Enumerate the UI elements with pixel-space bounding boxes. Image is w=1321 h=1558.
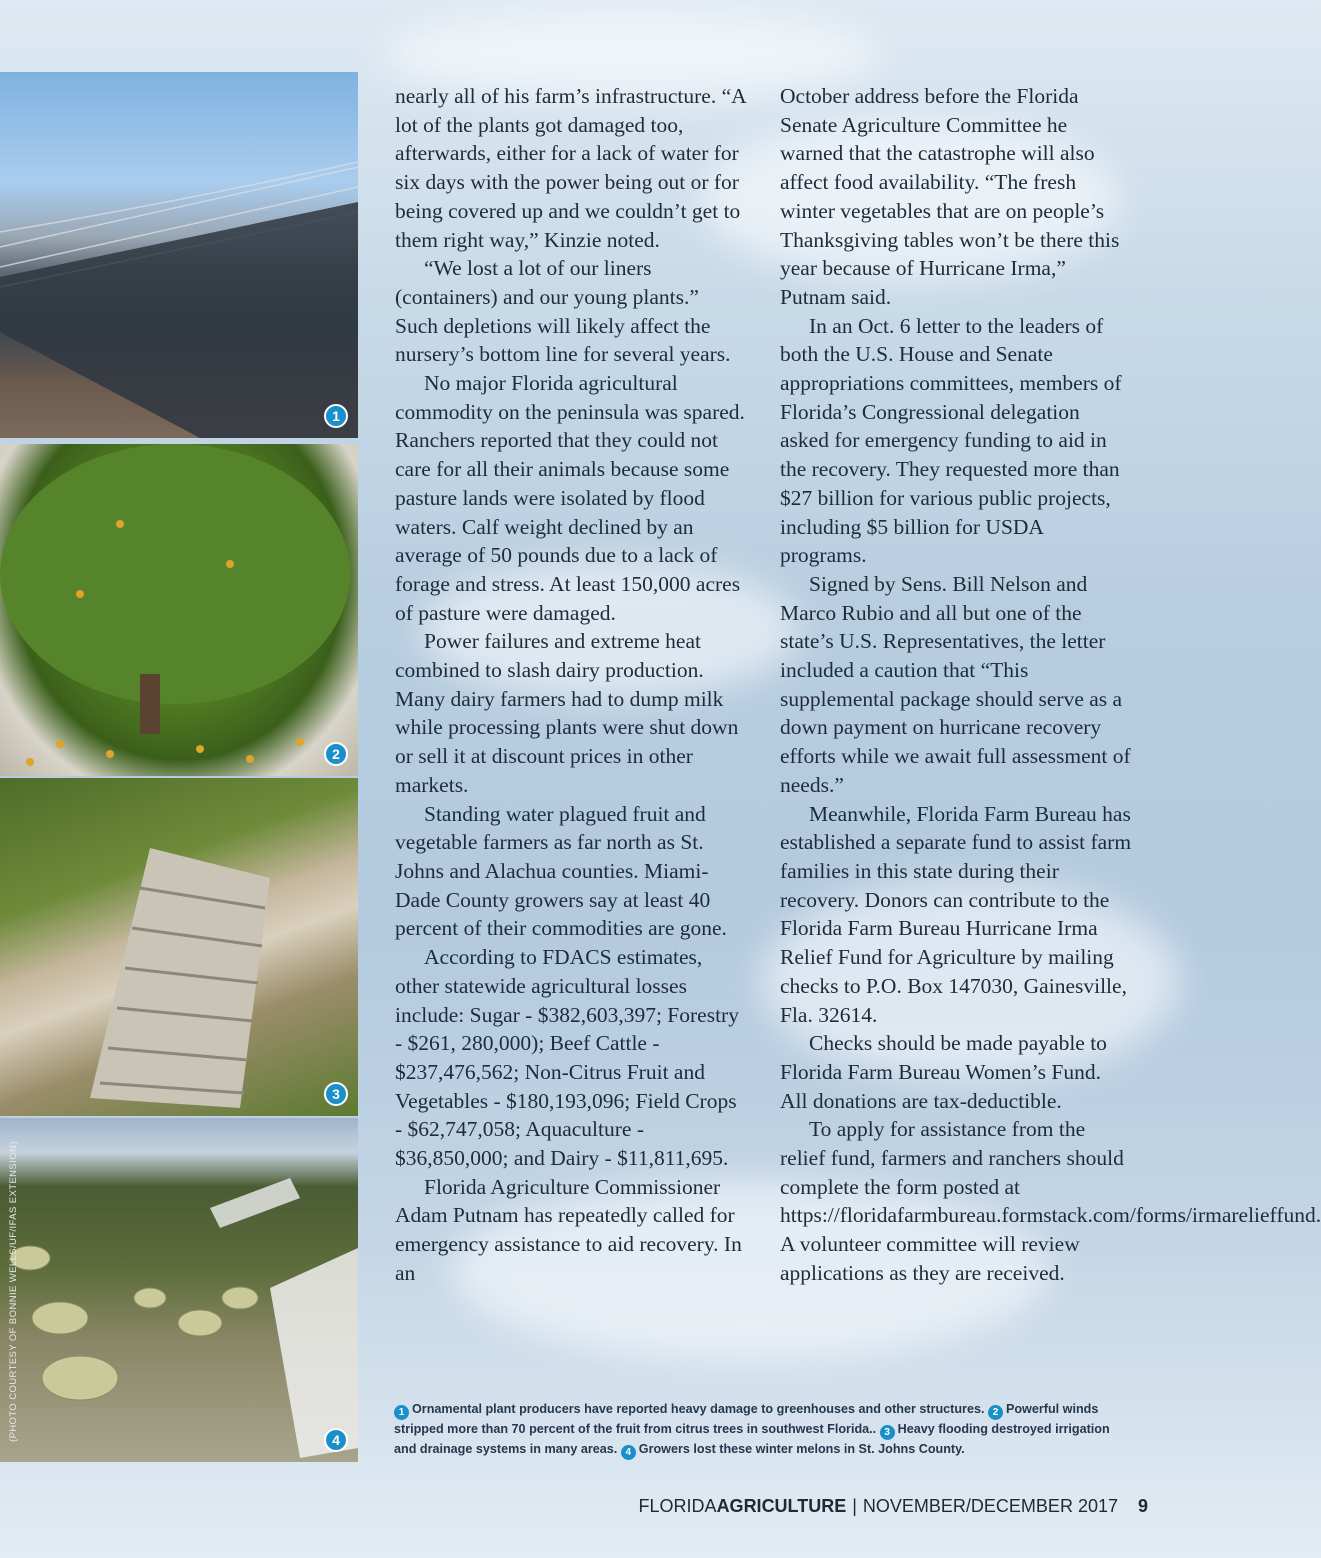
- paragraph: Standing water plagued fruit and vegetable farmers as far north as St. Johns and Alachua counties. Miami-Dade County growers say at least 40 percent of their commodities are gone.: [395, 801, 727, 941]
- photo-credit: (PHOTO COURTESY OF BONNIE WELLS/UF/IFAS EXTENSION): [8, 1141, 19, 1442]
- article-column-1: [395, 82, 747, 1288]
- photo-strip: [0, 72, 358, 1462]
- photo-lost-melons: [0, 1118, 358, 1462]
- article-column-2: [780, 82, 1321, 1288]
- photo-number-badge: 4: [324, 1428, 348, 1452]
- paragraph: “We lost a lot of our liners (containers) and our young plants.” Such depletions will likely affect the nursery’s bottom line for several years.: [395, 256, 731, 367]
- page-footer: [639, 1496, 1148, 1517]
- paragraph: Signed by Sens. Bill Nelson and Marco Rubio and all but one of the state’s U.S. Representatives, the letter included a caution that “This supplemental package should serve as a down payment on hurricane recovery efforts while we await full assessment of needs.”: [780, 571, 1131, 797]
- photo-number-badge: 1: [324, 404, 348, 428]
- paragraph: Power failures and extreme heat combined to slash dairy production. Many dairy farmers had to dump milk while processing plants were shut down or sell it at discount prices in other markets.: [395, 629, 739, 797]
- caption-text: Ornamental plant producers have reported heavy damage to greenhouses and other structures.: [412, 1402, 985, 1416]
- caption-text: Powerful winds stripped more than 70 percent of the fruit from citrus trees in southwest Florida..: [394, 1402, 1099, 1436]
- paragraph: Meanwhile, Florida Farm Bureau has established a separate fund to assist farm families in this state during their recovery. Donors can contribute to the Florida Farm Bureau Hurricane Irma Relief Fund for Agriculture by mailing checks to P.O. Box 147030, Gainesville, Fla. 32614.: [780, 801, 1132, 1027]
- paragraph: Checks should be made payable to Florida Farm Bureau Women’s Fund. All donations are tax-deductible.: [780, 1031, 1107, 1113]
- paragraph: nearly all of his farm’s infrastructure. “A lot of the plants got damaged too, afterwards, either for a lack of water for six days with the power being out or for being covered up and we couldn’t get to them right way,” Kinzie noted.: [395, 84, 746, 252]
- photo-number-badge: 3: [324, 1082, 348, 1106]
- paragraph: Florida Agriculture Commissioner Adam Putnam has repeatedly called for emergency assistance to aid recovery. In an: [395, 1174, 742, 1285]
- caption-number-badge: 2: [988, 1405, 1003, 1420]
- photo-captions: [394, 1400, 1134, 1460]
- paragraph: To apply for assistance from the relief fund, farmers and ranchers should complete the form posted at https://floridafarmbureau.formstack.com/forms/irmarelieffund. A volunteer committee will review applications as they are received.: [780, 1117, 1321, 1285]
- paragraph: No major Florida agricultural commodity on the peninsula was spared. Ranchers reported that they could not care for all their animals because some pasture lands were isolated by flood waters. Calf weight declined by an average of 50 pounds due to a lack of forage and stress. At least 150,000 acres of pasture were damaged.: [395, 371, 745, 625]
- caption-text: Growers lost these winter melons in St. Johns County.: [638, 1442, 965, 1456]
- footer-separator: |: [852, 1496, 857, 1516]
- caption-text: Heavy flooding destroyed irrigation and drainage systems in many areas.: [394, 1422, 1110, 1456]
- photo-citrus-tree: [0, 444, 358, 776]
- photo-damaged-culvert: [0, 778, 358, 1116]
- paragraph: According to FDACS estimates, other statewide agricultural losses include: Sugar - $382,603,397; Forestry - $261, 280,000); Beef Cattle - $237,476,562; Non-Citrus Fruit and Vegetables - $180,193,096; Field Crops - $62,747,058; Aquaculture - $36,850,000; and Dairy - $11,811,695.: [395, 945, 739, 1171]
- caption-number-badge: 4: [621, 1445, 636, 1460]
- photo-damaged-greenhouse: [0, 72, 358, 438]
- greenhouse-frame-drawing: [0, 72, 358, 438]
- publication-name: [639, 1496, 847, 1517]
- page-number: 9: [1137, 1496, 1148, 1516]
- caption-number-badge: 1: [394, 1405, 409, 1420]
- paragraph: October address before the Florida Senate Agriculture Committee he warned that the catastrophe will also affect food availability. “The fresh winter vegetables that are on people’s Thanksgiving tables won’t be there this year because of Hurricane Irma,” Putnam said.: [780, 84, 1120, 309]
- caption-number-badge: 3: [880, 1425, 895, 1440]
- publication-name-bold: AGRICULTURE: [716, 1496, 847, 1516]
- issue-date: NOVEMBER/DECEMBER 2017: [862, 1496, 1118, 1516]
- paragraph: In an Oct. 6 letter to the leaders of both the U.S. House and Senate appropriations committees, members of Florida’s Congressional delegation asked for emergency funding to aid in the recovery. They requested more than $27 billion for various public projects, including $5 billion for USDA programs.: [780, 313, 1122, 568]
- publication-name-light: FLORIDA: [638, 1496, 717, 1516]
- culvert-drawing: [0, 778, 358, 1116]
- melons-drawing: [0, 1118, 358, 1462]
- citrus-tree-drawing: [0, 444, 358, 776]
- photo-number-badge: 2: [324, 742, 348, 766]
